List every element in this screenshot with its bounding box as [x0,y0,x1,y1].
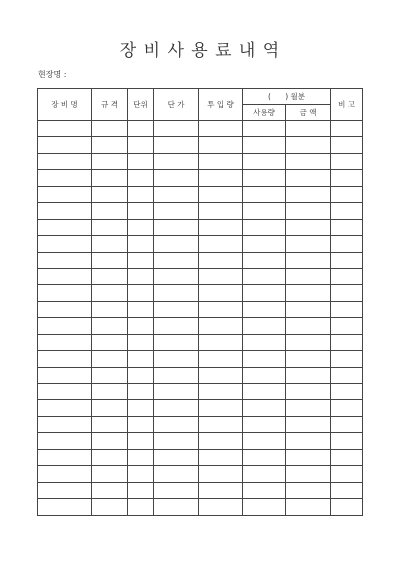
table-row [38,301,363,317]
table-cell[interactable] [199,334,243,350]
table-cell[interactable] [243,153,286,169]
table-cell[interactable] [38,449,92,465]
table-cell[interactable] [128,466,154,482]
table-row [38,384,363,400]
table-cell[interactable] [331,301,363,317]
table-cell[interactable] [243,170,286,186]
table-cell[interactable] [199,367,243,383]
table-cell[interactable] [243,499,286,515]
table-cell[interactable] [286,252,331,268]
table-cell[interactable] [154,203,199,219]
table-cell[interactable] [128,416,154,432]
table-row [38,400,363,416]
table-cell[interactable] [128,236,154,252]
table-cell[interactable] [38,301,92,317]
table-cell[interactable] [286,416,331,432]
table-cell[interactable] [286,334,331,350]
table-cell[interactable] [128,268,154,284]
table-cell[interactable] [243,203,286,219]
document-title: 장 비 사 용 료 내 역 [119,41,281,61]
table-cell[interactable] [154,318,199,334]
table-cell[interactable] [128,252,154,268]
table-cell[interactable] [286,153,331,169]
table-cell[interactable] [331,170,363,186]
table-row [38,367,363,383]
table-cell[interactable] [243,400,286,416]
table-cell[interactable] [128,121,154,137]
header-input-qty: 투 입 량 [199,89,243,121]
table-cell[interactable] [128,351,154,367]
table-cell[interactable] [38,400,92,416]
table-cell[interactable] [243,433,286,449]
table-cell[interactable] [331,137,363,153]
table-cell[interactable] [38,351,92,367]
table-cell[interactable] [243,252,286,268]
table-cell[interactable] [38,153,92,169]
table-cell[interactable] [331,400,363,416]
table-cell[interactable] [154,351,199,367]
table-cell[interactable] [331,252,363,268]
table-cell[interactable] [199,285,243,301]
table-cell[interactable] [331,219,363,235]
table-cell[interactable] [154,268,199,284]
table-cell[interactable] [243,219,286,235]
header-remarks: 비 고 [331,89,363,121]
table-row [38,236,363,252]
table-row [38,137,363,153]
table-cell[interactable] [92,334,128,350]
table-cell[interactable] [92,186,128,202]
table-cell[interactable] [154,301,199,317]
table-cell[interactable] [199,351,243,367]
table-cell[interactable] [243,236,286,252]
table-cell[interactable] [38,482,92,498]
site-name-label: 현장명 : [38,70,67,79]
table-cell[interactable] [286,301,331,317]
table-cell[interactable] [243,334,286,350]
table-row [38,449,363,465]
table-cell[interactable] [92,384,128,400]
table-cell[interactable] [199,236,243,252]
table-cell[interactable] [199,252,243,268]
table-cell[interactable] [286,367,331,383]
header-amount: 금 액 [286,105,331,121]
table-cell[interactable] [243,121,286,137]
table-cell[interactable] [286,186,331,202]
table-cell[interactable] [154,285,199,301]
table-cell[interactable] [199,466,243,482]
table-cell[interactable] [243,466,286,482]
header-unit-price: 단 가 [154,89,199,121]
table-cell[interactable] [92,466,128,482]
table-cell[interactable] [199,301,243,317]
table-cell[interactable] [92,236,128,252]
table-cell[interactable] [199,384,243,400]
table-cell[interactable] [154,367,199,383]
table-cell[interactable] [331,433,363,449]
table-cell[interactable] [243,482,286,498]
header-unit: 단위 [128,89,154,121]
table-cell[interactable] [331,449,363,465]
table-cell[interactable] [128,400,154,416]
table-cell[interactable] [38,416,92,432]
table-cell[interactable] [154,499,199,515]
table-cell[interactable] [128,285,154,301]
table-cell[interactable] [38,203,92,219]
table-cell[interactable] [38,499,92,515]
table-row [38,466,363,482]
table-cell[interactable] [128,153,154,169]
table-cell[interactable] [92,170,128,186]
table-cell[interactable] [243,186,286,202]
table-cell[interactable] [38,170,92,186]
table-cell[interactable] [199,268,243,284]
header-equipment-name: 장 비 명 [38,89,92,121]
table-row [38,482,363,498]
table-cell[interactable] [243,318,286,334]
table-cell[interactable] [199,449,243,465]
table-cell[interactable] [243,416,286,432]
table-cell[interactable] [92,367,128,383]
table-cell[interactable] [92,137,128,153]
table-cell[interactable] [331,334,363,350]
table-row [38,252,363,268]
table-cell[interactable] [38,252,92,268]
table-cell[interactable] [331,466,363,482]
table-cell[interactable] [331,416,363,432]
table-cell[interactable] [92,219,128,235]
table-cell[interactable] [128,318,154,334]
table-cell[interactable] [154,137,199,153]
table-cell[interactable] [38,285,92,301]
table-row [38,153,363,169]
table-cell[interactable] [331,384,363,400]
table-cell[interactable] [38,121,92,137]
table-row [38,170,363,186]
table-cell[interactable] [92,153,128,169]
table-cell[interactable] [331,285,363,301]
table-cell[interactable] [199,170,243,186]
table-cell[interactable] [128,499,154,515]
table-cell[interactable] [331,318,363,334]
table-cell[interactable] [38,219,92,235]
table-cell[interactable] [286,285,331,301]
table-cell[interactable] [286,482,331,498]
table-row [38,268,363,284]
table-cell[interactable] [286,384,331,400]
table-cell[interactable] [243,268,286,284]
header-usage-qty: 사용량 [243,105,286,121]
table-cell[interactable] [243,449,286,465]
table-cell[interactable] [286,318,331,334]
table-cell[interactable] [286,400,331,416]
table-body [38,121,363,516]
table-row [38,121,363,137]
table-cell[interactable] [38,186,92,202]
table-cell[interactable] [286,236,331,252]
table-row [38,203,363,219]
table-cell[interactable] [154,334,199,350]
table-cell[interactable] [128,170,154,186]
table-cell[interactable] [128,449,154,465]
table-cell[interactable] [128,219,154,235]
table-row [38,433,363,449]
table-cell[interactable] [92,400,128,416]
table-cell[interactable] [243,351,286,367]
table-cell[interactable] [243,301,286,317]
table-cell[interactable] [154,449,199,465]
table-cell[interactable] [331,153,363,169]
table-cell[interactable] [331,482,363,498]
table-cell[interactable] [286,203,331,219]
table-cell[interactable] [92,252,128,268]
table-row [38,334,363,350]
table-cell[interactable] [38,137,92,153]
table-cell[interactable] [243,285,286,301]
table-cell[interactable] [92,351,128,367]
table-cell[interactable] [38,318,92,334]
table-cell[interactable] [38,466,92,482]
table-cell[interactable] [199,137,243,153]
table-cell[interactable] [92,482,128,498]
table-cell[interactable] [92,203,128,219]
table-cell[interactable] [331,236,363,252]
table-cell[interactable] [243,367,286,383]
table-row [38,499,363,515]
table-cell[interactable] [92,268,128,284]
table-cell[interactable] [128,433,154,449]
table-cell[interactable] [38,334,92,350]
table-cell[interactable] [92,301,128,317]
table-cell[interactable] [128,137,154,153]
table-cell[interactable] [154,219,199,235]
table-cell[interactable] [92,499,128,515]
table-cell[interactable] [92,285,128,301]
table-cell[interactable] [128,482,154,498]
table-cell[interactable] [199,499,243,515]
equipment-usage-table [37,88,363,516]
table-cell[interactable] [199,186,243,202]
table-cell[interactable] [199,318,243,334]
table-cell[interactable] [286,351,331,367]
table-cell[interactable] [199,153,243,169]
table-cell[interactable] [154,252,199,268]
table-cell[interactable] [199,416,243,432]
table-row [38,186,363,202]
table-cell[interactable] [199,482,243,498]
table-cell[interactable] [154,153,199,169]
table-cell[interactable] [286,449,331,465]
table-cell[interactable] [38,433,92,449]
table-cell[interactable] [331,203,363,219]
header-month-group: ( ) 월분 [243,89,331,105]
table-row [38,285,363,301]
table-cell[interactable] [92,449,128,465]
table-cell[interactable] [243,137,286,153]
table-cell[interactable] [331,121,363,137]
table-cell[interactable] [38,367,92,383]
table-cell[interactable] [154,236,199,252]
table-cell[interactable] [286,219,331,235]
table-cell[interactable] [154,466,199,482]
table-cell[interactable] [331,268,363,284]
table-cell[interactable] [243,384,286,400]
table-cell[interactable] [92,433,128,449]
table-cell[interactable] [199,121,243,137]
table-cell[interactable] [286,170,331,186]
table-cell[interactable] [331,499,363,515]
table-cell[interactable] [286,121,331,137]
table-cell[interactable] [38,268,92,284]
table-cell[interactable] [286,499,331,515]
table-cell[interactable] [128,203,154,219]
table-cell[interactable] [128,384,154,400]
table-cell[interactable] [154,400,199,416]
table-cell[interactable] [199,203,243,219]
table-cell[interactable] [199,400,243,416]
table-cell[interactable] [286,466,331,482]
table-cell[interactable] [331,351,363,367]
table-cell[interactable] [331,186,363,202]
table-cell[interactable] [286,268,331,284]
table-cell[interactable] [38,236,92,252]
table-cell[interactable] [199,219,243,235]
table-cell[interactable] [38,384,92,400]
table-cell[interactable] [154,121,199,137]
table-cell[interactable] [128,301,154,317]
table-cell[interactable] [92,416,128,432]
table-cell[interactable] [286,433,331,449]
table-cell[interactable] [154,170,199,186]
table-cell[interactable] [128,367,154,383]
table-cell[interactable] [154,186,199,202]
header-spec: 규 격 [92,89,128,121]
table-cell[interactable] [128,334,154,350]
table-row [38,351,363,367]
table-cell[interactable] [154,482,199,498]
table-row [38,416,363,432]
table-cell[interactable] [154,433,199,449]
table-row [38,318,363,334]
table-cell[interactable] [154,384,199,400]
table-cell[interactable] [154,416,199,432]
table-cell[interactable] [128,186,154,202]
table-cell[interactable] [92,121,128,137]
table-cell[interactable] [331,367,363,383]
table-row [38,219,363,235]
table-cell[interactable] [92,318,128,334]
table-cell[interactable] [199,433,243,449]
table-cell[interactable] [286,137,331,153]
